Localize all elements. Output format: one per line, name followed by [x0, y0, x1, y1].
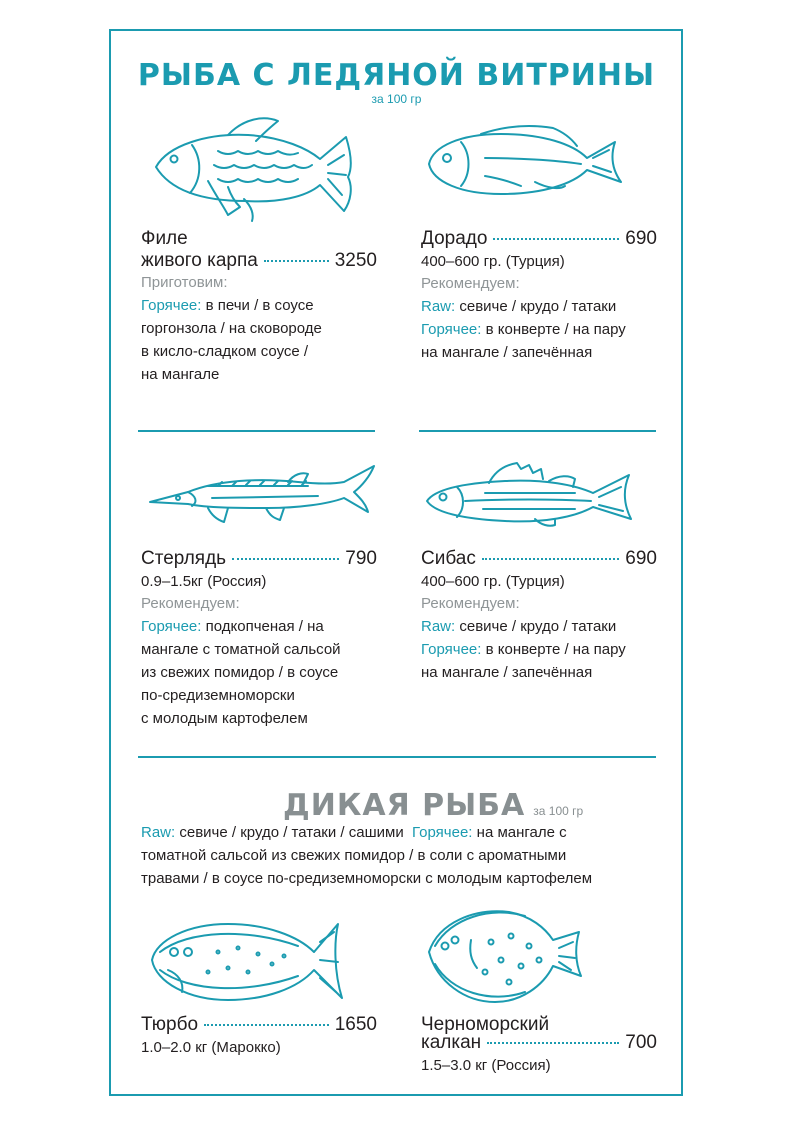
seabass-icon [425, 461, 635, 531]
item-price: 790 [345, 548, 377, 569]
item-name: Тюрбо [141, 1014, 199, 1035]
hot-line: с молодым картофелем [141, 710, 308, 727]
dot-leader [264, 260, 329, 262]
item-price: 690 [625, 228, 657, 249]
hot-text: на мангале с [476, 824, 567, 841]
menu-item-flounder [421, 1014, 657, 1077]
item-name: живого карпа [141, 250, 258, 271]
item-name-row [141, 250, 377, 272]
hot-label: Горячее: [421, 321, 482, 338]
page-title: РЫБА С ЛЕДЯНОЙ ВИТРИНЫ [137, 58, 656, 93]
hot-line: по-средиземноморски [141, 687, 295, 704]
raw-label: Raw: [421, 618, 456, 635]
raw-text: севиче / крудо / татаки [459, 618, 617, 635]
hot-line: на мангале / запечённая [421, 344, 593, 361]
item-origin: 400–600 гр. (Турция) [421, 573, 565, 590]
item-origin: 1.5–3.0 кг (Россия) [421, 1057, 551, 1074]
hot-text: подкопченая / на [205, 618, 324, 635]
item-price: 700 [625, 1032, 657, 1053]
hot-line: на мангале / запечённая [421, 664, 593, 681]
item-name-row [141, 548, 377, 570]
item-price: 690 [625, 548, 657, 569]
item-name: Дорадо [421, 228, 488, 249]
note-label: Рекомендуем: [421, 275, 520, 292]
menu-item-dorado [421, 228, 657, 364]
dot-leader [482, 558, 619, 560]
item-name-row [421, 228, 657, 250]
item-name-line1: Черноморский [421, 1014, 550, 1035]
item-price: 3250 [334, 250, 377, 271]
wild-fish-heading [283, 788, 583, 823]
hot-line [421, 638, 657, 661]
flounder-icon [425, 902, 587, 1014]
dot-leader [232, 558, 339, 560]
wild-fish-subtitle: за 100 гр [533, 804, 584, 818]
item-origin: 1.0–2.0 кг (Марокко) [141, 1039, 281, 1056]
dot-leader [493, 238, 619, 240]
hot-line: в кисло-сладком соусе / [141, 343, 309, 360]
hot-line: из свежих помидор / в соусе [141, 664, 339, 681]
divider [138, 430, 375, 432]
item-origin: 0.9–1.5кг (Россия) [141, 573, 267, 590]
hot-text: в конверте / на пару [485, 641, 626, 658]
wild-line [141, 821, 661, 844]
item-name-row [421, 548, 657, 570]
hot-label: Горячее: [141, 297, 202, 314]
hot-line [421, 318, 657, 341]
raw-line [421, 295, 657, 318]
note-label: Приготовим: [141, 274, 228, 291]
hot-line: мангале с томатной сальсой [141, 641, 341, 658]
item-name: калкан [421, 1032, 482, 1053]
turbot-icon [148, 912, 348, 1012]
raw-label: Raw: [421, 298, 456, 315]
page-subtitle: за 100 гр [371, 92, 422, 106]
hot-text: в печи / в соусе [205, 297, 314, 314]
hot-label: Горячее: [421, 641, 482, 658]
hot-label: Горячее: [412, 824, 473, 841]
wild-line: травами / в соусе по-средиземноморски с молодым картофелем [141, 870, 593, 887]
sterlet-icon [148, 462, 378, 526]
item-name-line1: Филе [141, 228, 188, 249]
carp-icon [148, 115, 360, 223]
dot-leader [204, 1024, 329, 1026]
dorado-icon [425, 124, 629, 202]
hot-line: на мангале [141, 366, 220, 383]
divider [138, 756, 656, 758]
menu-item-sterlet [141, 548, 377, 730]
wild-line: томатной сальсой из свежих помидор / в соли с ароматными [141, 847, 567, 864]
item-name: Сибас [421, 548, 476, 569]
hot-line [141, 294, 377, 317]
menu-item-carp [141, 228, 377, 386]
hot-line [141, 615, 377, 638]
menu-item-turbot [141, 1014, 377, 1059]
raw-text: севиче / крудо / татаки / сашими [179, 824, 404, 841]
item-name: Стерлядь [141, 548, 227, 569]
item-origin: 400–600 гр. (Турция) [421, 253, 565, 270]
note-label: Рекомендуем: [141, 595, 240, 612]
hot-text: в конверте / на пару [485, 321, 626, 338]
menu-item-seabass [421, 548, 657, 684]
item-price: 1650 [334, 1014, 377, 1035]
wild-fish-description [141, 821, 661, 890]
raw-text: севиче / крудо / татаки [459, 298, 617, 315]
raw-label: Raw: [141, 824, 176, 841]
raw-line [421, 615, 657, 638]
hot-label: Горячее: [141, 618, 202, 635]
hot-line: горгонзола / на сковороде [141, 320, 322, 337]
note-label: Рекомендуем: [421, 595, 520, 612]
wild-fish-title: ДИКАЯ РЫБА [283, 788, 526, 823]
divider [419, 430, 656, 432]
dot-leader [487, 1042, 619, 1044]
item-name-row [141, 1014, 377, 1036]
